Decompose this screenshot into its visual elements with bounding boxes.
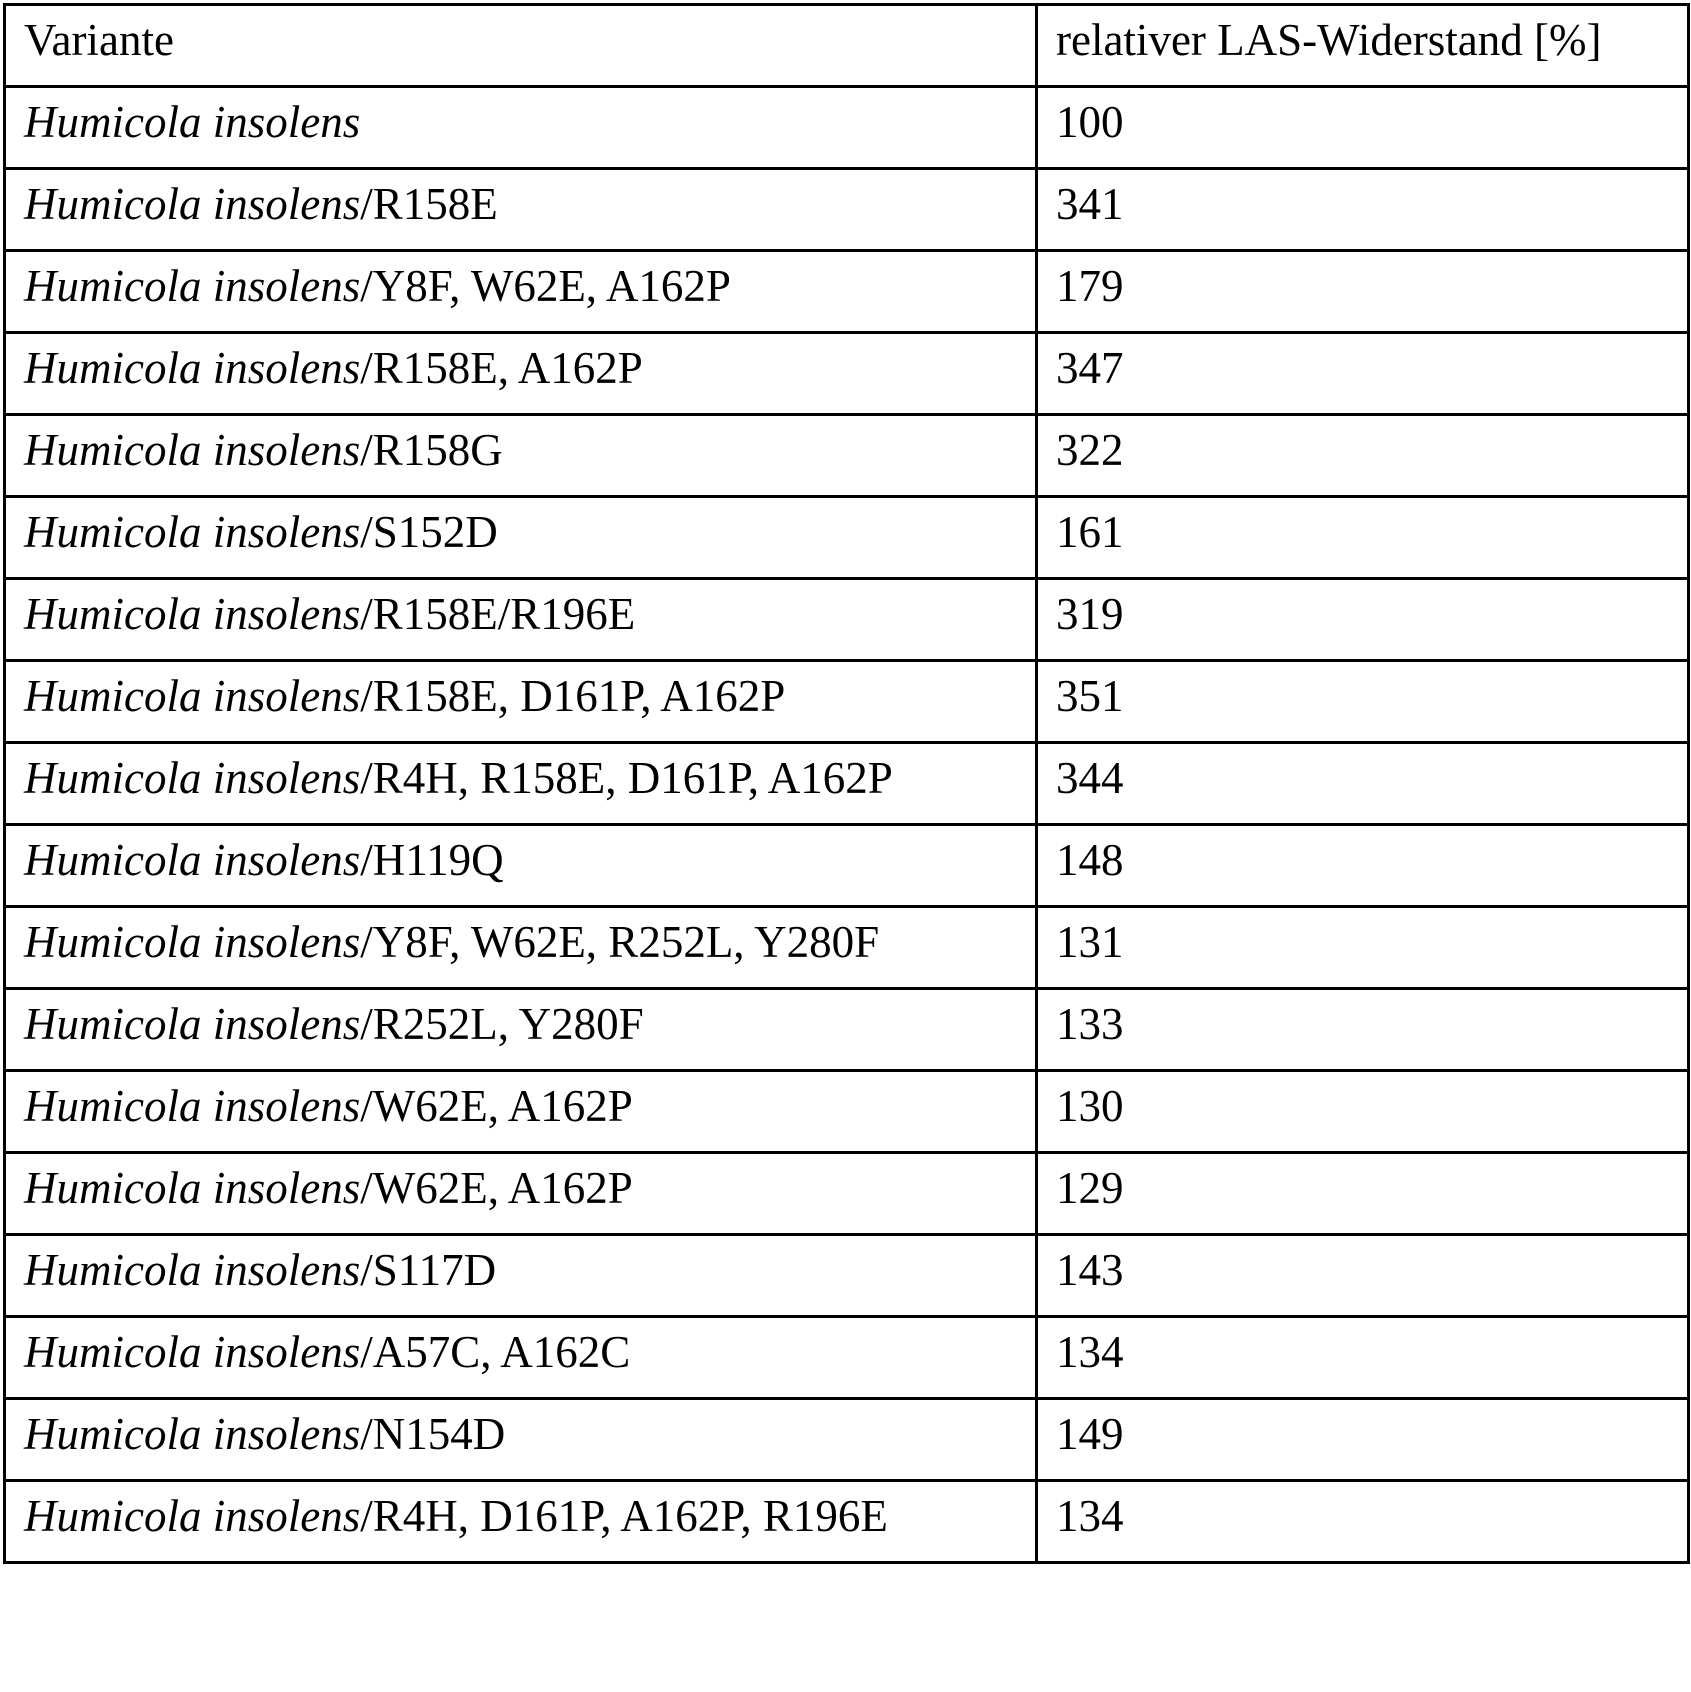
variant-text	[24, 1400, 1035, 1457]
resistance-value: 130	[1056, 1081, 1124, 1131]
mutation-list: /N154D	[360, 1409, 506, 1459]
table-row	[5, 333, 1689, 415]
mutation-list: /S152D	[360, 507, 498, 557]
organism-name: Humicola insolens	[24, 671, 361, 721]
variant-text	[24, 416, 1035, 473]
table-row	[5, 743, 1689, 825]
resistance-value: 161	[1056, 507, 1124, 557]
mutation-list: /R158E	[360, 179, 498, 229]
variant-cell	[5, 1481, 1037, 1563]
organism-name: Humicola insolens	[24, 835, 361, 885]
resistance-value: 347	[1056, 343, 1124, 393]
value-cell	[1037, 1399, 1689, 1481]
table-row	[5, 497, 1689, 579]
organism-name: Humicola insolens	[24, 261, 361, 311]
variant-text	[24, 580, 1035, 637]
resistance-value: 129	[1056, 1163, 1124, 1213]
variant-text	[24, 990, 1035, 1047]
variant-cell	[5, 251, 1037, 333]
variant-cell	[5, 661, 1037, 743]
variant-text	[24, 1072, 1035, 1129]
variant-text	[24, 744, 1035, 801]
table-row	[5, 1317, 1689, 1399]
variant-cell	[5, 579, 1037, 661]
resistance-value: 319	[1056, 589, 1124, 639]
table-body	[5, 5, 1689, 1563]
resistance-value: 149	[1056, 1409, 1124, 1459]
mutation-list: /W62E, A162P	[360, 1163, 633, 1213]
table-row	[5, 169, 1689, 251]
resistance-value: 131	[1056, 917, 1124, 967]
organism-name: Humicola insolens	[24, 507, 361, 557]
value-cell	[1037, 251, 1689, 333]
resistance-value: 341	[1056, 179, 1124, 229]
variant-text	[24, 88, 1035, 145]
resistance-value: 322	[1056, 425, 1124, 475]
header-value-label: relativer LAS-Widerstand [%]	[1056, 15, 1602, 65]
value-cell	[1037, 579, 1689, 661]
organism-name: Humicola insolens	[24, 1081, 361, 1131]
mutation-list: /A57C, A162C	[360, 1327, 631, 1377]
variant-cell	[5, 1317, 1037, 1399]
variant-cell	[5, 169, 1037, 251]
resistance-value: 133	[1056, 999, 1124, 1049]
variant-text	[24, 1154, 1035, 1211]
organism-name: Humicola insolens	[24, 1409, 361, 1459]
mutation-list: /R252L, Y280F	[360, 999, 644, 1049]
variant-cell	[5, 1071, 1037, 1153]
resistance-value: 100	[1056, 97, 1124, 147]
mutation-list: /R158E, D161P, A162P	[360, 671, 786, 721]
table-row	[5, 1235, 1689, 1317]
variant-cell	[5, 1399, 1037, 1481]
value-cell	[1037, 1071, 1689, 1153]
value-cell	[1037, 907, 1689, 989]
organism-name: Humicola insolens	[24, 1491, 361, 1541]
variant-text	[24, 1236, 1035, 1293]
table-row	[5, 1481, 1689, 1563]
variant-cell	[5, 907, 1037, 989]
table-row	[5, 1399, 1689, 1481]
value-cell	[1037, 661, 1689, 743]
table-row	[5, 825, 1689, 907]
value-cell	[1037, 1481, 1689, 1563]
table-row	[5, 989, 1689, 1071]
value-cell	[1037, 989, 1689, 1071]
organism-name: Humicola insolens	[24, 917, 361, 967]
organism-name: Humicola insolens	[24, 425, 361, 475]
mutation-list: /Y8F, W62E, R252L, Y280F	[360, 917, 880, 967]
value-cell	[1037, 1317, 1689, 1399]
variant-text	[24, 1318, 1035, 1375]
table-row	[5, 87, 1689, 169]
header-cell-variant	[5, 5, 1037, 87]
organism-name: Humicola insolens	[24, 179, 361, 229]
mutation-list: /R158E, A162P	[360, 343, 643, 393]
organism-name: Humicola insolens	[24, 343, 361, 393]
variant-cell	[5, 825, 1037, 907]
organism-name: Humicola insolens	[24, 1327, 361, 1377]
variant-cell	[5, 87, 1037, 169]
value-cell	[1037, 415, 1689, 497]
value-cell	[1037, 1235, 1689, 1317]
resistance-value: 134	[1056, 1327, 1124, 1377]
mutation-list: /H119Q	[360, 835, 504, 885]
value-cell	[1037, 333, 1689, 415]
header-cell-value	[1037, 5, 1689, 87]
value-cell	[1037, 825, 1689, 907]
table-row	[5, 415, 1689, 497]
value-cell	[1037, 169, 1689, 251]
variant-text	[24, 908, 1035, 965]
variant-text	[24, 1482, 1035, 1539]
variant-text	[24, 498, 1035, 555]
variant-text	[24, 334, 1035, 391]
variant-cell	[5, 743, 1037, 825]
mutation-list: /R158G	[360, 425, 503, 475]
table-row	[5, 1071, 1689, 1153]
header-variant-label: Variante	[24, 15, 174, 65]
table-header-row	[5, 5, 1689, 87]
resistance-value: 344	[1056, 753, 1124, 803]
las-resistance-table	[3, 3, 1690, 1564]
value-cell	[1037, 1153, 1689, 1235]
mutation-list: /Y8F, W62E, A162P	[360, 261, 731, 311]
organism-name: Humicola insolens	[24, 1163, 361, 1213]
mutation-list: /W62E, A162P	[360, 1081, 633, 1131]
value-cell	[1037, 497, 1689, 579]
variant-cell	[5, 1153, 1037, 1235]
resistance-value: 179	[1056, 261, 1124, 311]
value-cell	[1037, 743, 1689, 825]
table-row	[5, 251, 1689, 333]
mutation-list: /S117D	[360, 1245, 497, 1295]
mutation-list: /R4H, D161P, A162P, R196E	[360, 1491, 888, 1541]
resistance-value: 143	[1056, 1245, 1124, 1295]
table-row	[5, 579, 1689, 661]
variant-text	[24, 826, 1035, 883]
table-row	[5, 907, 1689, 989]
variant-cell	[5, 415, 1037, 497]
resistance-value: 134	[1056, 1491, 1124, 1541]
variant-cell	[5, 497, 1037, 579]
resistance-value: 351	[1056, 671, 1124, 721]
mutation-list: /R158E/R196E	[360, 589, 636, 639]
mutation-list: /R4H, R158E, D161P, A162P	[360, 753, 893, 803]
variant-cell	[5, 989, 1037, 1071]
organism-name: Humicola insolens	[24, 999, 361, 1049]
table-row	[5, 1153, 1689, 1235]
organism-name: Humicola insolens	[24, 753, 361, 803]
variant-text	[24, 170, 1035, 227]
variant-text	[24, 662, 1035, 719]
organism-name: Humicola insolens	[24, 589, 361, 639]
variant-cell	[5, 333, 1037, 415]
table-row	[5, 661, 1689, 743]
organism-name: Humicola insolens	[24, 1245, 361, 1295]
variant-text	[24, 252, 1035, 309]
organism-name: Humicola insolens	[24, 97, 361, 147]
value-cell	[1037, 87, 1689, 169]
resistance-value: 148	[1056, 835, 1124, 885]
variant-cell	[5, 1235, 1037, 1317]
